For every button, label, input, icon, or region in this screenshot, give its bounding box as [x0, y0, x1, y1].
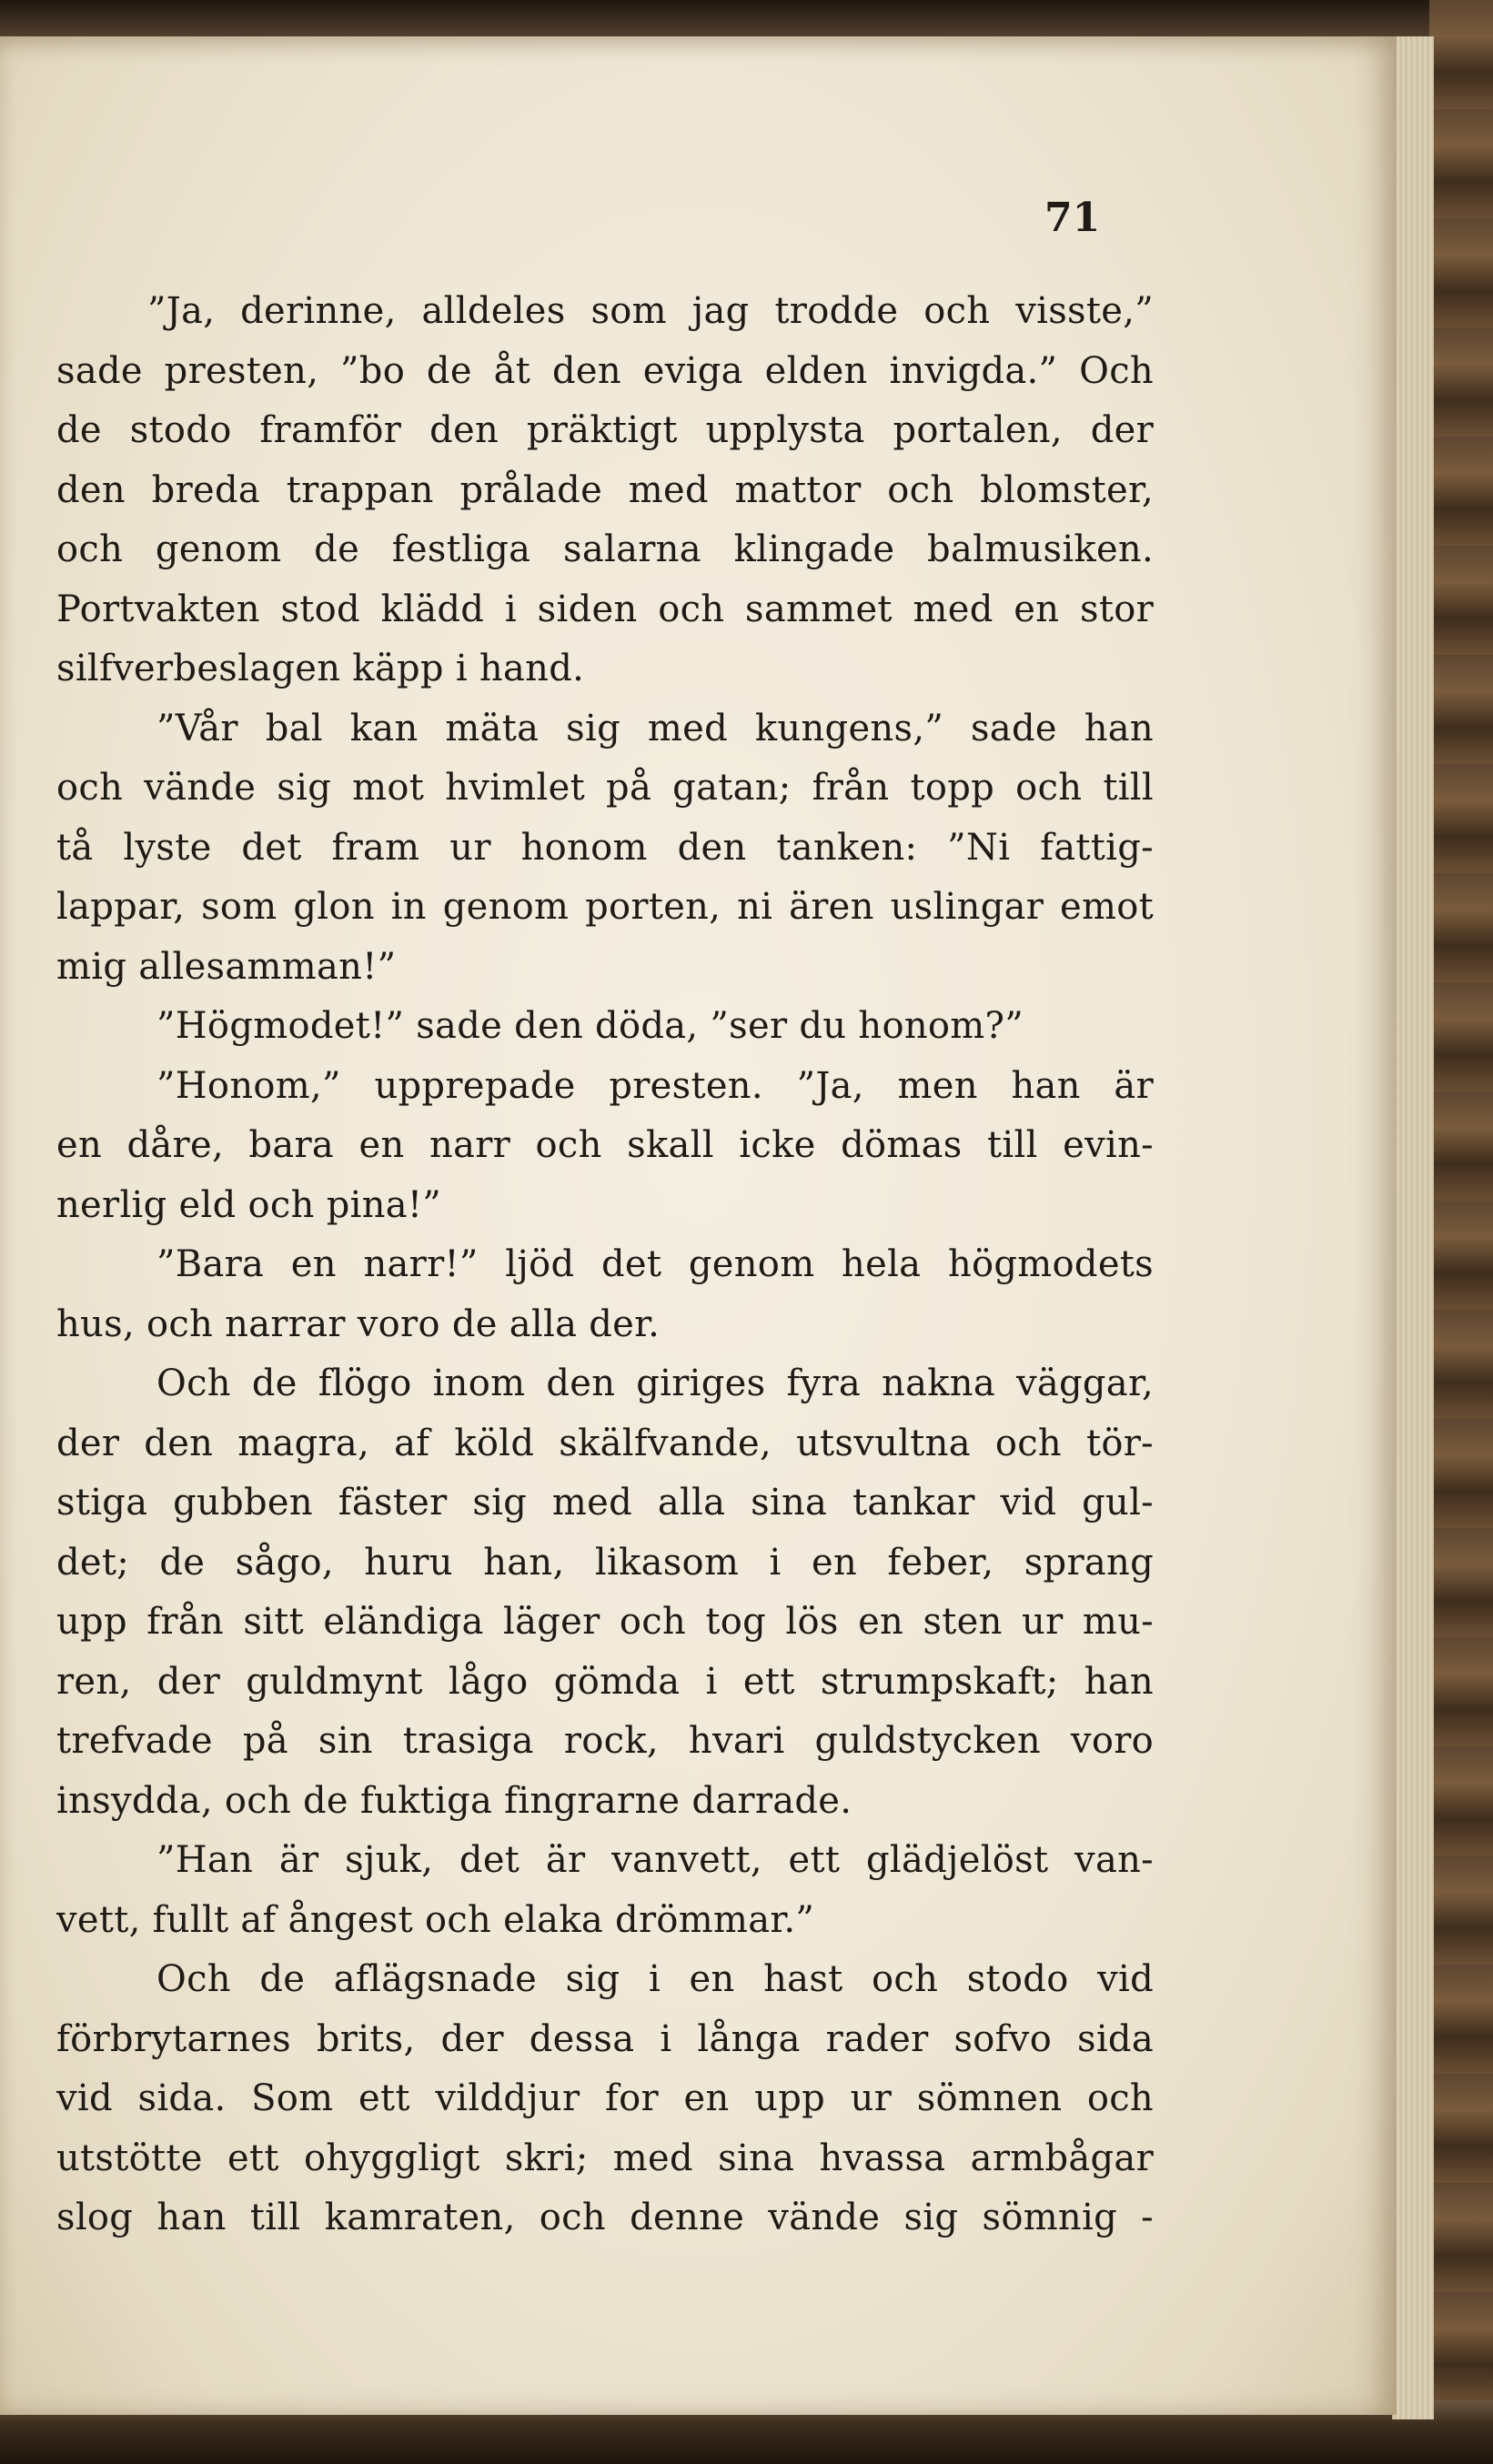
text-line: trefvade på sin trasiga rock, hvari guldstycken voro: [56, 1720, 1154, 1762]
page-number: 71: [1044, 195, 1101, 241]
page-text: [56, 282, 1154, 2248]
text-line: vid sida. Som ett vilddjur for en upp ur sömnen och: [56, 2077, 1154, 2119]
paragraph-first-line: Och de aflägsnade sig i en hast och stodo vid: [156, 1958, 1154, 2000]
text-line: den breda trappan prålade med mattor och blomster,: [56, 468, 1154, 511]
binding-edge: [1429, 0, 1493, 2464]
text-line: insydda, och de fuktiga fingrarne darrade.: [56, 1779, 852, 1822]
text-line: en dåre, bara en narr och skall icke dömas till evin-: [56, 1124, 1154, 1166]
text-line: lappar, som glon in genom porten, ni ären uslingar emot: [56, 886, 1154, 928]
text-line: och genom de festliga salarna klingade balmusiken.: [56, 528, 1154, 570]
paragraph-first-line: ”Vår bal kan mäta sig med kungens,” sade han: [156, 707, 1154, 749]
text-line: hus, och narrar voro de alla der.: [56, 1302, 661, 1345]
text-line: vett, fullt af ångest och elaka drömmar.”: [56, 1898, 815, 1941]
text-line: nerlig eld och pina!”: [56, 1183, 442, 1226]
paragraph-first-line: ”Högmodet!” sade den döda, ”ser du honom?”: [156, 1005, 1024, 1047]
text-line: och vände sig mot hvimlet på gatan; från topp och till: [56, 767, 1154, 809]
text-line: upp från sitt eländiga läger och tog lös en sten ur mu-: [56, 1601, 1154, 1643]
text-line: ren, der guldmynt lågo gömda i ett strumpskaft; han: [56, 1660, 1154, 1703]
text-line: der den magra, af köld skälfvande, utsvultna och tör-: [56, 1422, 1154, 1464]
text-line: stiga gubben fäster sig med alla sina tankar vid gul-: [56, 1482, 1154, 1524]
text-line: sade presten, ”bo de åt den eviga elden invigda.” Och: [56, 349, 1154, 392]
paragraph-first-line: Och de flögo inom den giriges fyra nakna väggar,: [156, 1363, 1154, 1404]
text-line: utstötte ett ohyggligt skri; med sina hvassa armbågar: [56, 2137, 1154, 2179]
text-line: det; de sågo, huru han, likasom i en feber, sprang: [56, 1541, 1154, 1584]
text-line: mig allesamman!”: [56, 945, 397, 988]
text-line: Portvakten stod klädd i siden och sammet med en stor: [56, 588, 1154, 630]
text-line: de stodo framför den präktigt upplysta portalen, der: [56, 409, 1154, 451]
paragraph-first-line: ”Han är sjuk, det är vanvett, ett glädjelöst van-: [156, 1839, 1154, 1881]
paragraph-first-line: ”Honom,” upprepade presten. ”Ja, men han är: [156, 1064, 1154, 1107]
paragraph-first-line: ”Bara en narr!” ljöd det genom hela högmodets: [156, 1243, 1154, 1285]
book-page: [0, 36, 1397, 2415]
text-line: silfverbeslagen käpp i hand.: [56, 648, 585, 689]
text-line: förbrytarnes brits, der dessa i långa rader sofvo sida: [56, 2017, 1154, 2060]
page-stack-edges: [1392, 36, 1434, 2419]
paragraph-first-line: ”Ja, derinne, alldeles som jag trodde och visste,”: [147, 290, 1154, 332]
text-line: slog han till kamraten, och denne vände sig sömnig -: [56, 2197, 1154, 2238]
text-line: tå lyste det fram ur honom den tanken: ”Ni fattig-: [56, 826, 1154, 869]
